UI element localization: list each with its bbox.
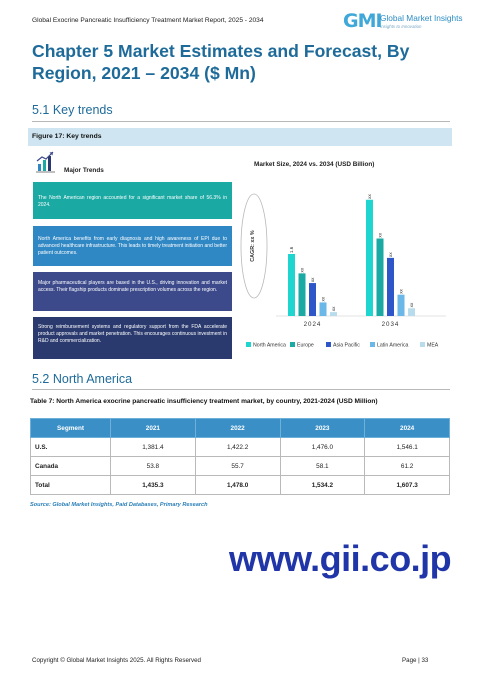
table-cell: 1,422.2 xyxy=(195,438,280,457)
legend-label: North America xyxy=(253,342,286,349)
legend-label: Latin America xyxy=(377,342,409,349)
table-cell: Canada xyxy=(31,457,111,476)
section-heading-key-trends: 5.1 Key trends xyxy=(32,103,113,117)
bar xyxy=(288,254,295,316)
bar-data-label: xx xyxy=(331,306,337,312)
major-trends-title: Major Trends xyxy=(64,167,104,174)
table-cell: 1,546.1 xyxy=(365,438,450,457)
trend-box: The North American region accounted for a significant market share of 56.3% in 2024. xyxy=(33,182,232,219)
chart-title: Market Size, 2024 vs. 2034 (USD Billion) xyxy=(254,161,375,168)
table-header-cell: 2023 xyxy=(280,419,365,438)
bar xyxy=(377,239,384,317)
legend-swatch xyxy=(290,342,295,347)
table-caption: Table 7: North America exocrine pancreatic insufficiency treatment market, by country, 2021-2024 (USD Million) xyxy=(30,398,378,405)
bar xyxy=(408,308,415,316)
bar xyxy=(387,258,394,316)
footer-page-number: Page | 33 xyxy=(402,657,429,664)
growth-chart-icon xyxy=(36,151,56,173)
legend-label: Asia Pacific xyxy=(333,342,360,349)
table-header-row xyxy=(31,419,450,438)
table-total-row xyxy=(31,476,450,495)
section-divider xyxy=(32,121,450,122)
table-header-cell: 2022 xyxy=(195,419,280,438)
legend-swatch xyxy=(326,342,331,347)
table-cell: 55.7 xyxy=(195,457,280,476)
market-size-chart xyxy=(236,174,454,358)
company-logo xyxy=(343,10,463,36)
x-tick-label: 2024 xyxy=(303,321,322,328)
bar-data-label: xx xyxy=(367,194,373,199)
legend-label: MEA xyxy=(427,342,439,349)
table-cell: 1,478.0 xyxy=(195,476,280,495)
bar-data-label: xx xyxy=(310,277,316,283)
table-cell: 1,476.0 xyxy=(280,438,365,457)
table-cell: 1,435.3 xyxy=(111,476,196,495)
section-divider xyxy=(32,389,450,390)
table-header-cell: 2021 xyxy=(111,419,196,438)
logo-tagline: Insights to Innovation xyxy=(380,24,422,29)
cagr-label: CAGR: xx % xyxy=(250,230,256,262)
legend-swatch xyxy=(370,342,375,347)
bar-data-label: xx xyxy=(398,289,404,294)
bar xyxy=(330,312,337,316)
table-row xyxy=(31,438,450,457)
table-cell: 61.2 xyxy=(365,457,450,476)
table-cell: U.S. xyxy=(31,438,111,457)
table-cell: 1,381.4 xyxy=(111,438,196,457)
logo-mark: GMI xyxy=(343,10,382,32)
bar xyxy=(366,200,373,316)
bar-data-label: 1.6 xyxy=(289,246,295,254)
legend-swatch xyxy=(420,342,425,347)
table-cell: 1,534.2 xyxy=(280,476,365,495)
report-title: Global Exocrine Pancreatic Insufficiency Treatment Market Report, 2025 - 2034 xyxy=(32,17,264,24)
bar-data-label: xx xyxy=(409,302,415,308)
bar xyxy=(299,273,306,316)
figure-label: Figure 17: Key trends xyxy=(32,133,102,140)
bar-data-label: xx xyxy=(377,233,383,238)
section-heading-north-america: 5.2 North America xyxy=(32,372,133,386)
country-market-table xyxy=(30,418,450,495)
figure-caption-bar xyxy=(28,128,452,146)
chapter-title: Chapter 5 Market Estimates and Forecast, By Region, 2021 – 2034 ($ Mn) xyxy=(32,41,410,83)
table-header-cell: Segment xyxy=(31,419,111,438)
legend-label: Europe xyxy=(297,342,314,349)
source-note: Source: Global Market Insights, Paid Databases, Primary Research xyxy=(30,502,208,508)
watermark: www.gii.co.jp xyxy=(229,538,452,579)
footer-copyright: Copyright © Global Market Insights 2025. All Rights Reserved xyxy=(32,657,201,664)
trend-box: North America benefits from early diagnosis and high awareness of EPI due to advanced healthcare infrastructure. This leads to timely treatment initiation and better patient outcomes. xyxy=(33,226,232,266)
trend-box: Major pharmaceutical players are based in the U.S., driving innovation and market access. Their flagship products dominate prescription volumes across the region. xyxy=(33,272,232,311)
table-row xyxy=(31,457,450,476)
table-cell: Total xyxy=(31,476,111,495)
x-tick-label: 2034 xyxy=(381,321,400,328)
bar xyxy=(320,302,327,316)
bar-data-label: xx xyxy=(299,267,305,273)
table-header-cell: 2024 xyxy=(365,419,450,438)
table-cell: 53.8 xyxy=(111,457,196,476)
table-cell: 58.1 xyxy=(280,457,365,476)
trend-box: Strong reimbursement systems and regulatory support from the FDA accelerate product approvals and market penetration. This encourages continuous investment in R&D and commercialization. xyxy=(33,317,232,359)
bar xyxy=(309,283,316,316)
logo-name: Global Market Insights xyxy=(380,13,463,23)
bar xyxy=(398,295,405,316)
bar-data-label: xx xyxy=(388,252,394,257)
table-cell: 1,607.3 xyxy=(365,476,450,495)
bar-data-label: xx xyxy=(320,296,326,302)
legend-swatch xyxy=(246,342,251,347)
